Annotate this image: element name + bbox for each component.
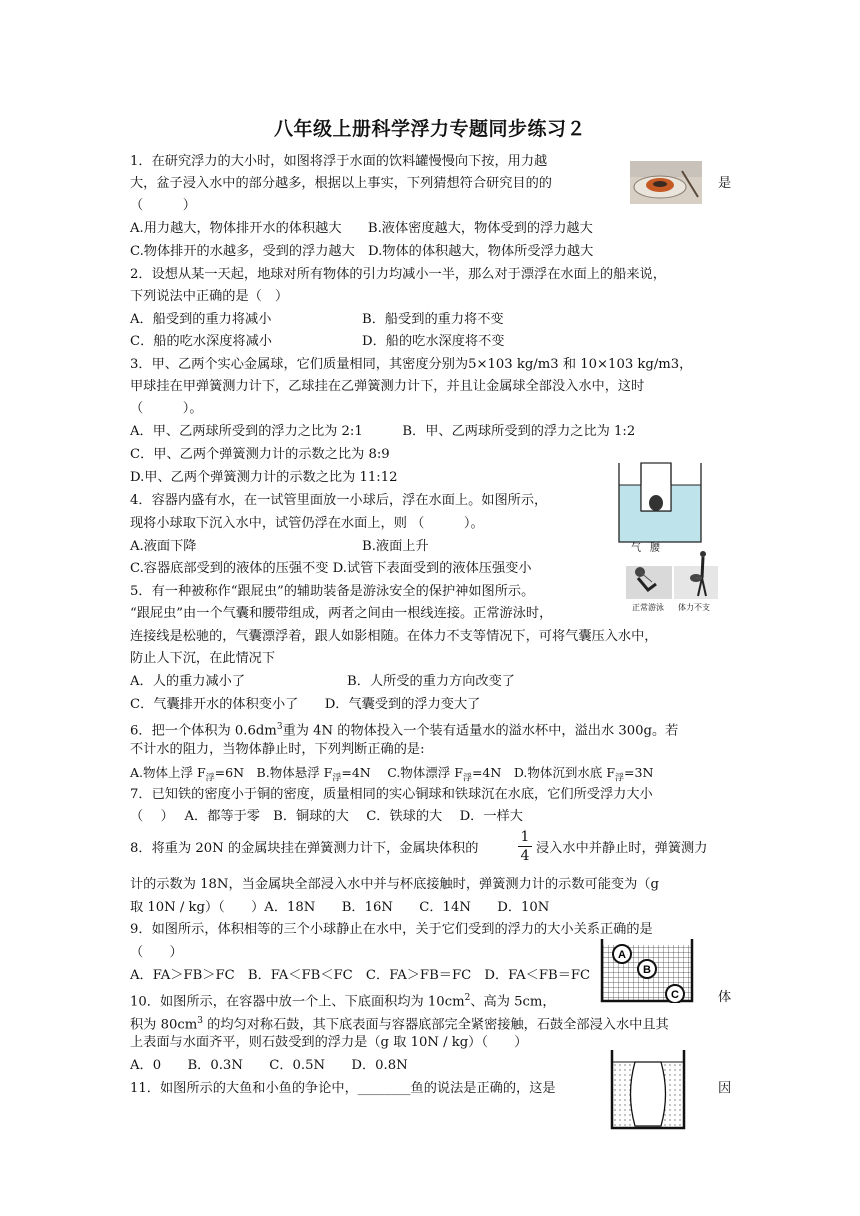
q4-line-1: 4．容器内盛有水，在一试管里面放一小球后，浮在水面上。如图所示， — [130, 493, 548, 508]
q7-line-2: （ ） A．都等于零 B．铜球的大 C．铁球的大 D．一样大 — [130, 809, 523, 824]
q5-fig-caption-2: 体力不支 — [678, 603, 710, 612]
q10-line-3: 上表面与水面齐平，则石鼓受到的浮力是（g 取 10N / kg）（ ） — [130, 1035, 528, 1050]
q9-ball-b-label: B — [643, 964, 651, 976]
q5-option-b: B．人所受的重力方向改变了 — [347, 674, 515, 689]
q1-photo — [630, 161, 702, 204]
q8-line-3: 取 10N / kg）（ ）A．18N B．16N C．14N D．10N — [130, 900, 550, 915]
q3-line-2: 甲球挂在甲弹簧测力计下，乙球挂在乙弹簧测力计下，并且让金属球全部没入水中，这时 — [130, 379, 645, 394]
q5-fig-label-yao: 腰 — [650, 543, 660, 554]
q3-line-1: 3．甲、乙两个实心金属球，它们质量相同，其密度分别为5×103 kg/m3 和 10×103 kg/m3， — [130, 357, 693, 372]
q11-line-1-end: 因 — [718, 1081, 732, 1096]
q10-line-1: 10．如图所示，在容器中放一个上、下底面积均为 $10cm^2$、高为 5cm， — [130, 993, 556, 1010]
q7-line-1: 7．已知铁的密度小于铜的密度，质量相同的实心铜球和铁球沉在水底，它们所受浮力大小 — [130, 787, 653, 802]
q5-line-3: 连接线是松驰的，气囊漂浮着，跟人如影相随。在体力不支等情况下，可将气囊压入水中， — [130, 629, 658, 644]
q5-fig-label-qi: 气 — [631, 543, 641, 554]
q1-line-1: 1．在研究浮力的大小时，如图将浮于水面的饮料罐慢慢向下按，用力越 — [130, 154, 548, 169]
q8-denominator: 4 — [520, 848, 530, 864]
q9-balls-figure — [598, 937, 696, 1003]
q5-line-4: 防止人下沉，在此情况下 — [130, 651, 276, 666]
q3-option-c: C．甲、乙两个弹簧测力计的示数之比为 8:9 — [130, 447, 390, 462]
q10-drum-figure — [608, 1048, 688, 1130]
q4-line-2: 现将小球取下沉入水中，试管仍浮在水面上，则 （ ）。 — [130, 516, 484, 531]
q3-line-3: （ ）。 — [130, 401, 203, 416]
q1-options-cd: C.物体排开的水越多，受到的浮力越大 D.物体的体积越大，物体所受浮力越大 — [130, 244, 594, 259]
q10-options: A．0 B．0.3N C．0.5N D．0.8N — [130, 1058, 408, 1073]
q5-option-a: A．人的重力减小了 — [130, 674, 246, 689]
q5-fig-caption-1: 正常游泳 — [632, 603, 664, 612]
q4-option-a: A.液面下降 — [130, 539, 197, 554]
q4-test-tube-figure — [614, 461, 706, 547]
q9-line-2: （ ） — [130, 945, 183, 960]
q11-line-1: 11．如图所示的大鱼和小鱼的争论中，________鱼的说法是正确的，这是 — [130, 1081, 556, 1096]
q5-line-1: 5．有一种被称作“跟屁虫”的辅助装备是游泳安全的保护神如图所示。 — [130, 584, 535, 599]
q8-fraction — [518, 829, 532, 864]
q6-options: A.物体上浮 $F_浮=6N$ B.物体悬浮 $F_浮=4N$ C.物体漂浮 $F_浮=4N$ D.物体沉到水底 $F_浮=3N$ — [130, 765, 654, 784]
q2-option-d: D．船的吃水深度将不变 — [362, 334, 505, 349]
q9-options: A．FA＞FB＞FC B．FA＜FB＜FC C．FA＞FB＝FC D．FA＜FB＝FC — [130, 968, 591, 983]
q8-numerator: 1 — [520, 829, 530, 845]
q6-line-2: 不计水的阻力，当物体静止时，下列判断正确的是: — [130, 742, 425, 757]
q2-option-b: B．船受到的重力将不变 — [362, 312, 504, 327]
q9-ball-a-label: A — [618, 949, 626, 961]
q4-options-cd: C.容器底部受到的液体的压强不变 D.试管下表面受到的液体压强变小 — [130, 561, 532, 576]
q1-options-ab: A.用力越大，物体排开水的体积越大 B.液体密度越大，物体受到的浮力越大 — [130, 221, 593, 236]
q2-option-a: A．船受到的重力将减小 — [130, 312, 272, 327]
q10-line-1-end: 体 — [718, 990, 732, 1005]
q3-option-d: D.甲、乙两个弹簧测力计的示数之比为 11:12 — [130, 470, 398, 485]
q2-line-1: 2．设想从某一天起，地球对所有物体的引力均减小一半，那么对于漂浮在水面上的船来说， — [130, 267, 666, 282]
q8-line-1b: 浸入水中并静止时，弹簧测力 — [536, 841, 708, 856]
q5-line-2: “跟屁虫”由一个气囊和腰带组成，两者之间由一根线连接。正常游泳时， — [130, 606, 553, 621]
q1-line-3: （ ） — [130, 198, 196, 213]
q9-ball-c-label: C — [671, 989, 679, 1001]
q8-line-1a: 8．将重为 20N 的金属块挂在弹簧测力计下，金属块体积的 — [130, 841, 479, 856]
q2-option-c: C．船的吃水深度将减小 — [130, 334, 272, 349]
q1-line-2-end: 是 — [718, 176, 732, 191]
q8-line-2: 计的示数为 18N，当金属块全部浸入水中并与杯底接触时，弹簧测力计的示数可能变为（g — [130, 877, 659, 892]
page-title: 八年级上册科学浮力专题同步练习２ — [273, 118, 586, 140]
q1-line-2: 大，盆子浸入水中的部分越多，根据以上事实，下列猜想符合研究目的的 — [130, 176, 552, 191]
q2-line-2: 下列说法中正确的是（ ） — [130, 289, 289, 304]
q6-line-1: 6．把一个体积为 $0.6dm^3$重为 4N 的物体投入一个装有适量水的溢水杯中，溢出水 300g。若 — [130, 722, 679, 739]
q10-line-2: 积为 $80cm^3$ 的均匀对称石鼓，其下底表面与容器底部完全紧密接触，石鼓全部浸入水中且其 — [130, 1016, 669, 1033]
q5-options-cd: C．气囊排开水的体积变小了 D．气囊受到的浮力变大了 — [130, 697, 481, 712]
q4-option-b: B.液面上升 — [362, 539, 429, 554]
q3-options-ab: A．甲、乙两球所受到的浮力之比为 2:1 B．甲、乙两球所受到的浮力之比为 1:2 — [130, 424, 636, 439]
q9-line-1: 9．如图所示，体积相等的三个小球静止在水中，关于它们受到的浮力的大小关系正确的是 — [130, 922, 653, 937]
